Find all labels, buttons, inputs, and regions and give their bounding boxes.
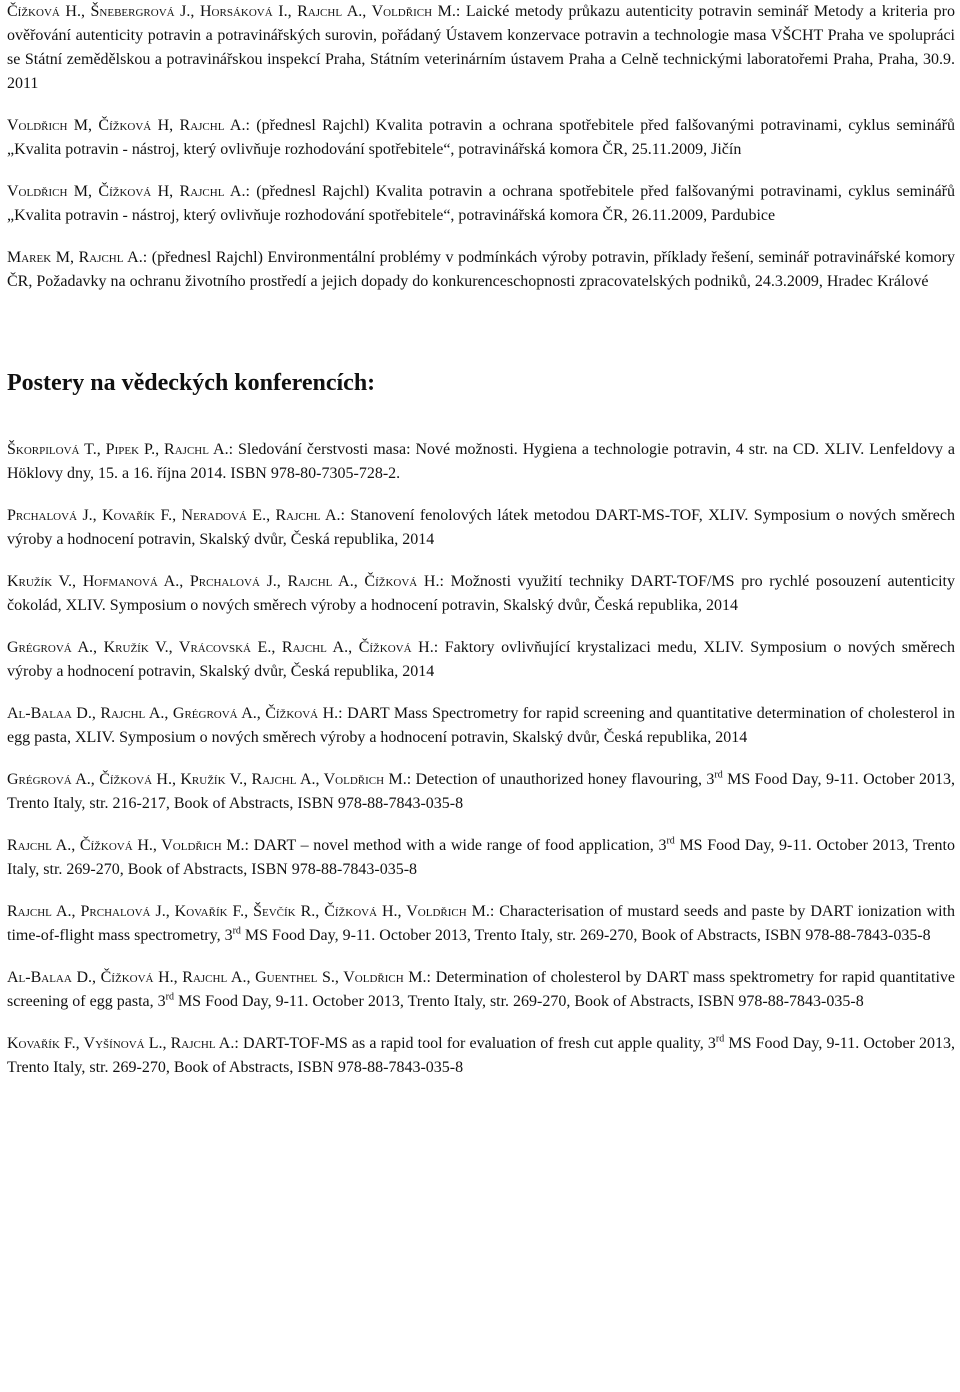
entry-authors: Voldřich M, Čížková H, Rajchl A. bbox=[7, 117, 246, 134]
entry-superscript: rd bbox=[666, 835, 675, 847]
seminar-entry bbox=[7, 0, 955, 96]
poster-entry bbox=[7, 768, 955, 816]
entry-text: : (přednesl Rajchl) Kvalita potravin a ochrana spotřebitele před falšovanými potravinami, cyklus seminářů „Kvalita potravin - nástroj, který ovlivňuje rozhodování spotřebitele“, potravinářská komora ČR, 25.11.2009, Jičín bbox=[7, 117, 955, 158]
entry-authors: Al-Balaa D., Čížková H., Rajchl A., Guenthel S., Voldřich M. bbox=[7, 969, 427, 986]
seminar-entry bbox=[7, 246, 955, 294]
seminar-entry bbox=[7, 180, 955, 228]
poster-entry bbox=[7, 900, 955, 948]
entry-text: : Sledování čerstvosti masa: Nové možnosti. Hygiena a technologie potravin, 4 str. na CD. XLIV. Lenfeldovy a Höklovy dny, 15. a 16. října 2014. ISBN 978-80-7305-728-2. bbox=[7, 441, 955, 482]
entry-authors: Čížková H., Šnebergrová J., Horsáková I., Rajchl A., Voldřich M. bbox=[7, 3, 456, 20]
entry-text-continued: MS Food Day, 9-11. October 2013, Trento Italy, str. 269-270, Book of Abstracts, ISBN 978-88-7843-035-8 bbox=[240, 927, 931, 944]
entry-text: : Stanovení fenolových látek metodou DART-MS-TOF, XLIV. Symposium o nových směrech výroby a hodnocení potravin, Skalský dvůr, Česká republika, 2014 bbox=[7, 507, 955, 548]
entry-authors: Al-Balaa D., Rajchl A., Grégrová A., Čížková H. bbox=[7, 705, 339, 722]
entry-text: : DART-TOF-MS as a rapid tool for evaluation of fresh cut apple quality, 3 bbox=[234, 1035, 716, 1052]
entry-authors: Voldřich M, Čížková H, Rajchl A. bbox=[7, 183, 246, 200]
entry-text-continued: MS Food Day, 9-11. October 2013, Trento Italy, str. 216-217, Book of Abstracts, ISBN 978-88-7843-035-8 bbox=[7, 771, 956, 812]
entry-authors: Kovařík F., Vyšínová L., Rajchl A. bbox=[7, 1035, 235, 1052]
poster-entry bbox=[7, 438, 955, 486]
poster-entry bbox=[7, 702, 955, 750]
seminar-entry bbox=[7, 114, 955, 162]
entry-superscript: rd bbox=[714, 769, 723, 781]
entry-superscript: rd bbox=[165, 991, 174, 1003]
entry-superscript: rd bbox=[715, 1033, 725, 1045]
poster-entry bbox=[7, 636, 955, 684]
entry-authors: Rajchl A., Prchalová J., Kovařík F., Ševčík R., Čížková H., Voldřich M. bbox=[7, 903, 490, 920]
entry-authors: Škorpilová T., Pipek P., Rajchl A. bbox=[7, 441, 229, 458]
entry-superscript: rd bbox=[232, 925, 241, 937]
entry-authors: Marek M, Rajchl A. bbox=[7, 249, 143, 266]
entry-text: : (přednesl Rajchl) Environmentální problémy v podmínkách výroby potravin, příklady řešení, seminář potravinářské komory ČR, Požadavky na ochranu životního prostředí a jejich dopady do konkurenceschopnosti zpracovatelských podniků, 24.3.2009, Hradec Králové bbox=[7, 249, 955, 290]
section-heading-posters: Postery na vědeckých konferencích: bbox=[7, 370, 376, 396]
entry-text: : DART Mass Spectrometry for rapid screening and quantitative determination of cholesterol in egg pasta, XLIV. Symposium o nových směrech výroby a hodnocení potravin, Skalský dvůr, Česká republika, 2014 bbox=[7, 705, 955, 746]
entry-text: : Determination of cholesterol by DART mass spektrometry for rapid quantitative screening of egg pasta, 3 bbox=[7, 969, 956, 1010]
entry-authors: Kružík V., Hofmanová A., Prchalová J., Rajchl A., Čížková H. bbox=[7, 573, 440, 590]
entry-text: : Characterisation of mustard seeds and paste by DART ionization with time-of-flight mass spectrometry, 3 bbox=[7, 903, 956, 944]
document-page bbox=[7, 0, 955, 1080]
entry-text-continued: MS Food Day, 9-11. October 2013, Trento Italy, str. 269-270, Book of Abstracts, ISBN 978-88-7843-035-8 bbox=[173, 993, 864, 1010]
poster-entry bbox=[7, 834, 955, 882]
poster-entry bbox=[7, 966, 955, 1014]
entry-text: : Faktory ovlivňující krystalizaci medu, XLIV. Symposium o nových směrech výroby a hodnocení potravin, Skalský dvůr, Česká republika, 2014 bbox=[7, 639, 955, 680]
entry-authors: Rajchl A., Čížková H., Voldřich M. bbox=[7, 837, 245, 854]
entry-authors: Grégrová A., Čížková H., Kružík V., Rajchl A., Voldřich M. bbox=[7, 771, 407, 788]
entry-text: : DART – novel method with a wide range of food application, 3 bbox=[244, 837, 667, 854]
poster-entry bbox=[7, 1032, 955, 1080]
entry-authors: Prchalová J., Kovařík F., Neradová E., Rajchl A. bbox=[7, 507, 341, 524]
entry-text: : Laické metody průkazu autenticity potravin seminář Metody a kriteria pro ověřování autenticity potravin a potravinářských surovin, pořádaný Ústavem konzervace potravin a technologie masa VŠCHT Praha ve spolupráci se Státní zemědělskou a potravinářskou inspekcí Praha, Státním veterinárním ústavem Praha a Celně technickými laboratořemi Praha, Praha, 30.9. 2011 bbox=[7, 3, 955, 92]
entry-authors: Grégrová A., Kružík V., Vrácovská E., Rajchl A., Čížková H. bbox=[7, 639, 434, 656]
poster-entry bbox=[7, 504, 955, 552]
poster-entry bbox=[7, 570, 955, 618]
entry-text-continued: MS Food Day, 9-11. October 2013, Trento Italy, str. 269-270, Book of Abstracts, ISBN 978-88-7843-035-8 bbox=[7, 1035, 956, 1076]
entry-text: : Možnosti využití techniky DART-TOF/MS pro rychlé posouzení autenticity čokolád, XLIV. Symposium o nových směrech výroby a hodnocení potravin, Skalský dvůr, Česká republika, 2014 bbox=[7, 573, 956, 614]
entry-text-continued: MS Food Day, 9-11. October 2013, Trento Italy, str. 269-270, Book of Abstracts, ISBN 978-88-7843-035-8 bbox=[7, 837, 955, 878]
entry-text: : Detection of unauthorized honey flavouring, 3 bbox=[406, 771, 715, 788]
entry-text: : (přednesl Rajchl) Kvalita potravin a ochrana spotřebitele před falšovanými potravinami, cyklus seminářů „Kvalita potravin - nástroj, který ovlivňuje rozhodování spotřebitele“, potravinářská komora ČR, 26.11.2009, Pardubice bbox=[7, 183, 955, 224]
